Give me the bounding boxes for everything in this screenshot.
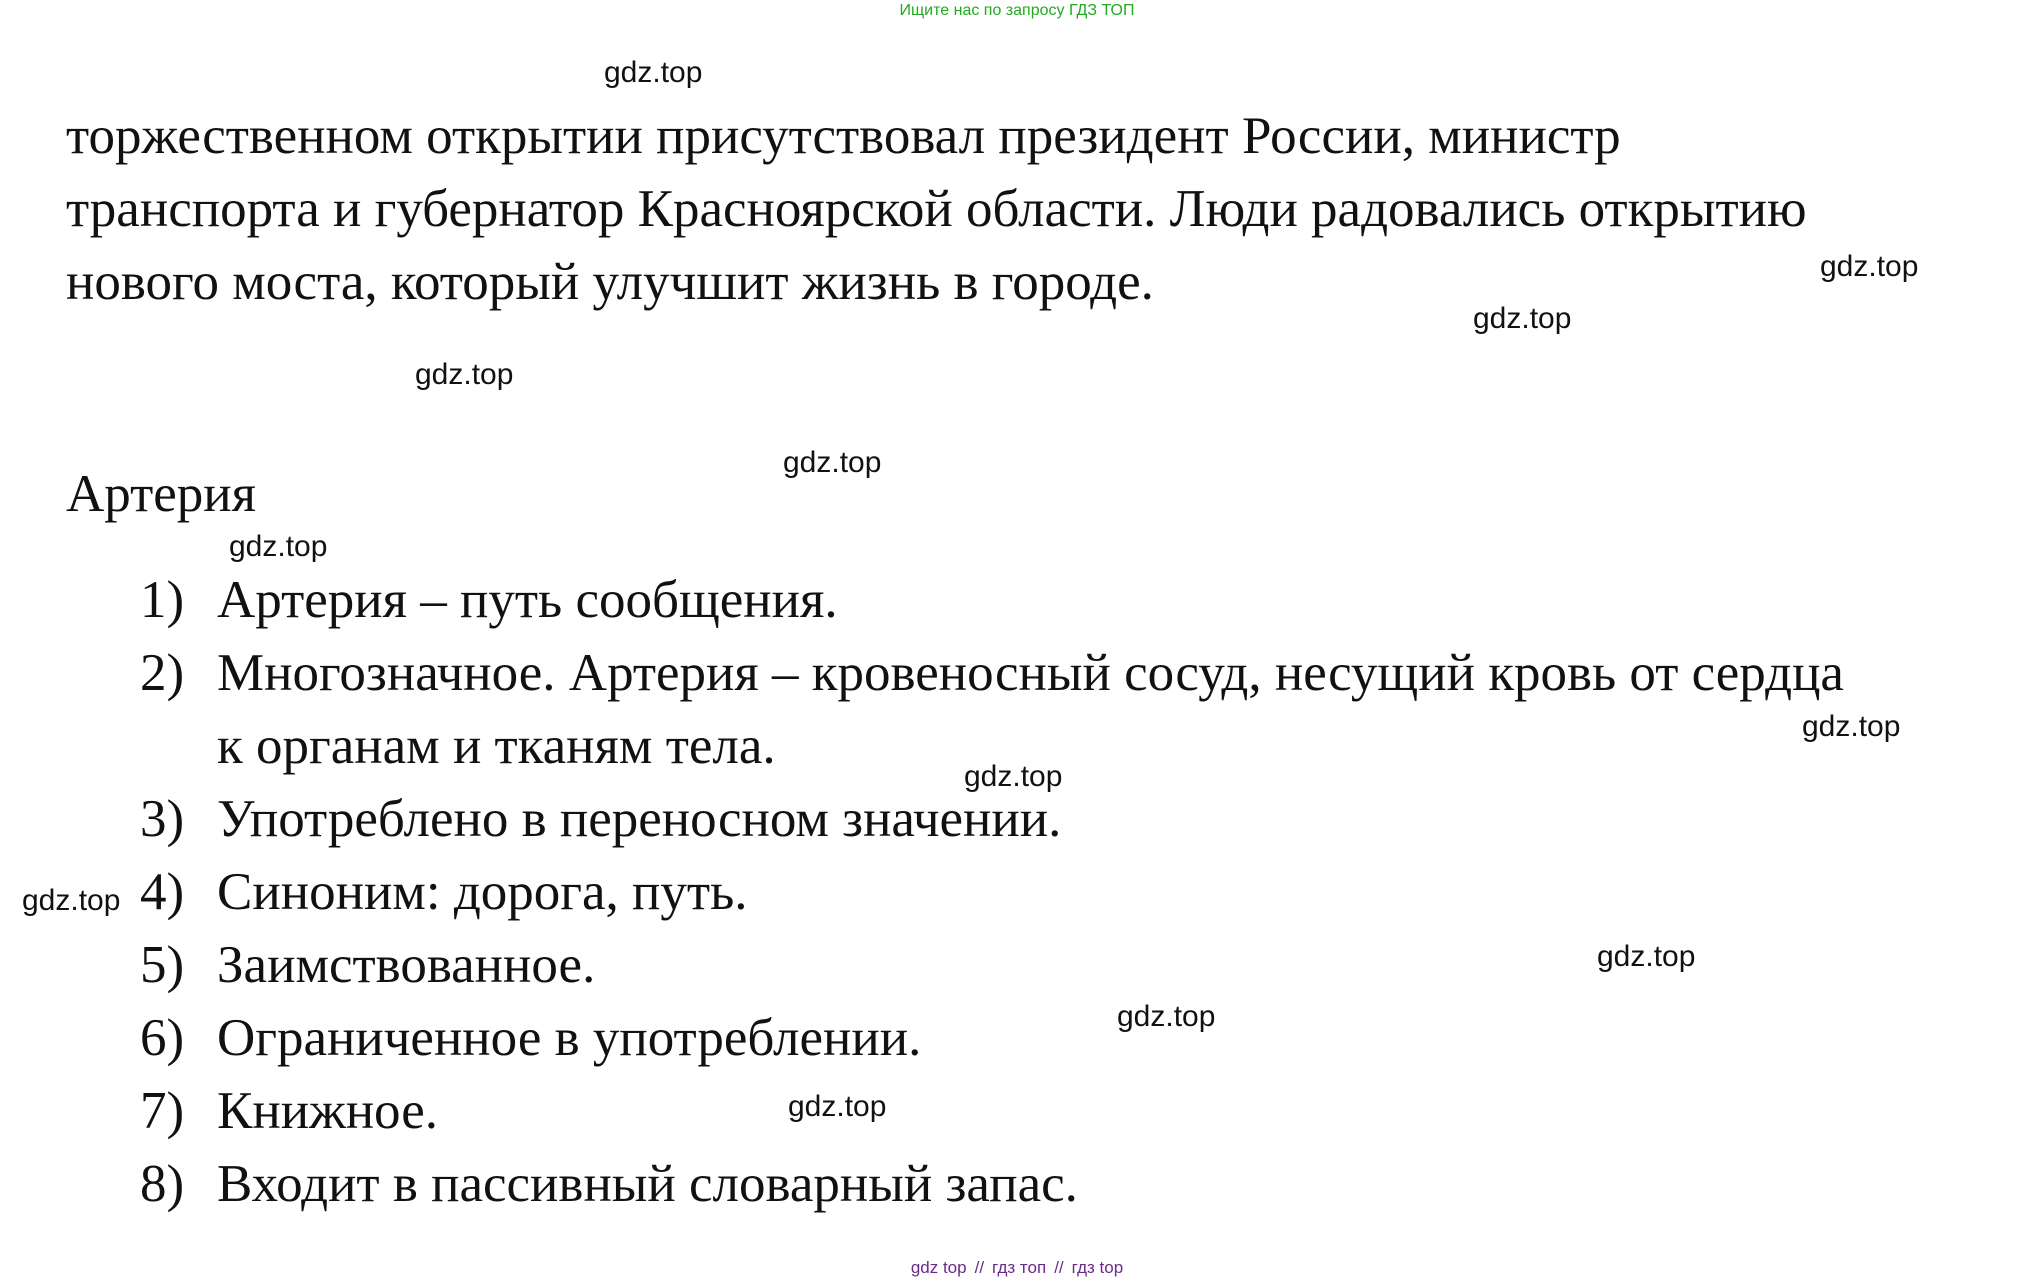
footer-link: gdz top	[910, 1258, 967, 1277]
item-text: Синоним: дорога, путь.	[217, 863, 748, 921]
list-item	[0, 1075, 2034, 1148]
item-text: Входит в пассивный словарный запас.	[217, 1155, 1078, 1213]
footer	[0, 1258, 2034, 1278]
item-text: Артерия – путь сообщения.	[217, 571, 838, 629]
watermark: gdz.top	[415, 358, 514, 391]
list-item	[0, 1002, 2034, 1075]
watermark: gdz.top	[788, 1090, 887, 1123]
item-number: 7)	[140, 1082, 185, 1140]
list-item	[0, 856, 2034, 929]
watermark: gdz.top	[22, 884, 121, 917]
paragraph-line: торжественном открытии присутствовал президент России, министр	[66, 107, 1621, 165]
item-text: Употреблено в переносном значении.	[217, 790, 1062, 848]
item-number: 8)	[140, 1155, 185, 1213]
item-text: Книжное.	[217, 1082, 438, 1140]
watermark: gdz.top	[783, 446, 882, 479]
paragraph-line: транспорта и губернатор Красноярской области. Люди радовались открытию	[66, 180, 1807, 238]
item-text-line: к органам и тканям тела.	[217, 717, 776, 775]
watermark: gdz.top	[1802, 710, 1901, 743]
item-number: 6)	[140, 1009, 185, 1067]
paragraph-line: нового моста, который улучшит жизнь в городе.	[66, 253, 1154, 311]
item-number: 2)	[140, 644, 185, 702]
item-text: Заимствованное.	[217, 936, 596, 994]
watermark: gdz.top	[604, 56, 703, 89]
watermark: gdz.top	[229, 530, 328, 563]
item-text-line: Многозначное. Артерия – кровеносный сосуд, несущий кровь от сердца	[217, 644, 1844, 702]
footer-link: гдз топ	[992, 1258, 1047, 1277]
list-item	[0, 564, 2034, 637]
watermark: gdz.top	[1117, 1000, 1216, 1033]
item-text: Ограниченное в употреблении.	[217, 1009, 922, 1067]
item-number: 5)	[140, 936, 185, 994]
watermark: gdz.top	[964, 760, 1063, 793]
item-number: 1)	[140, 571, 185, 629]
list-item	[0, 929, 2034, 1002]
item-number: 3)	[140, 790, 185, 848]
numbered-list	[0, 564, 2034, 1221]
footer-separator: //	[974, 1258, 985, 1277]
footer-separator: //	[1054, 1258, 1064, 1277]
top-banner: Ищите нас по запросу ГДЗ ТОП	[899, 2, 1135, 19]
body-paragraph	[66, 100, 2026, 319]
watermark: gdz.top	[1597, 940, 1696, 973]
item-number: 4)	[140, 863, 185, 921]
section-heading: Артерия	[66, 465, 257, 523]
watermark: gdz.top	[1473, 302, 1572, 335]
footer-link: гдз top	[1071, 1258, 1124, 1277]
list-item	[0, 1148, 2034, 1221]
watermark: gdz.top	[1820, 250, 1919, 283]
